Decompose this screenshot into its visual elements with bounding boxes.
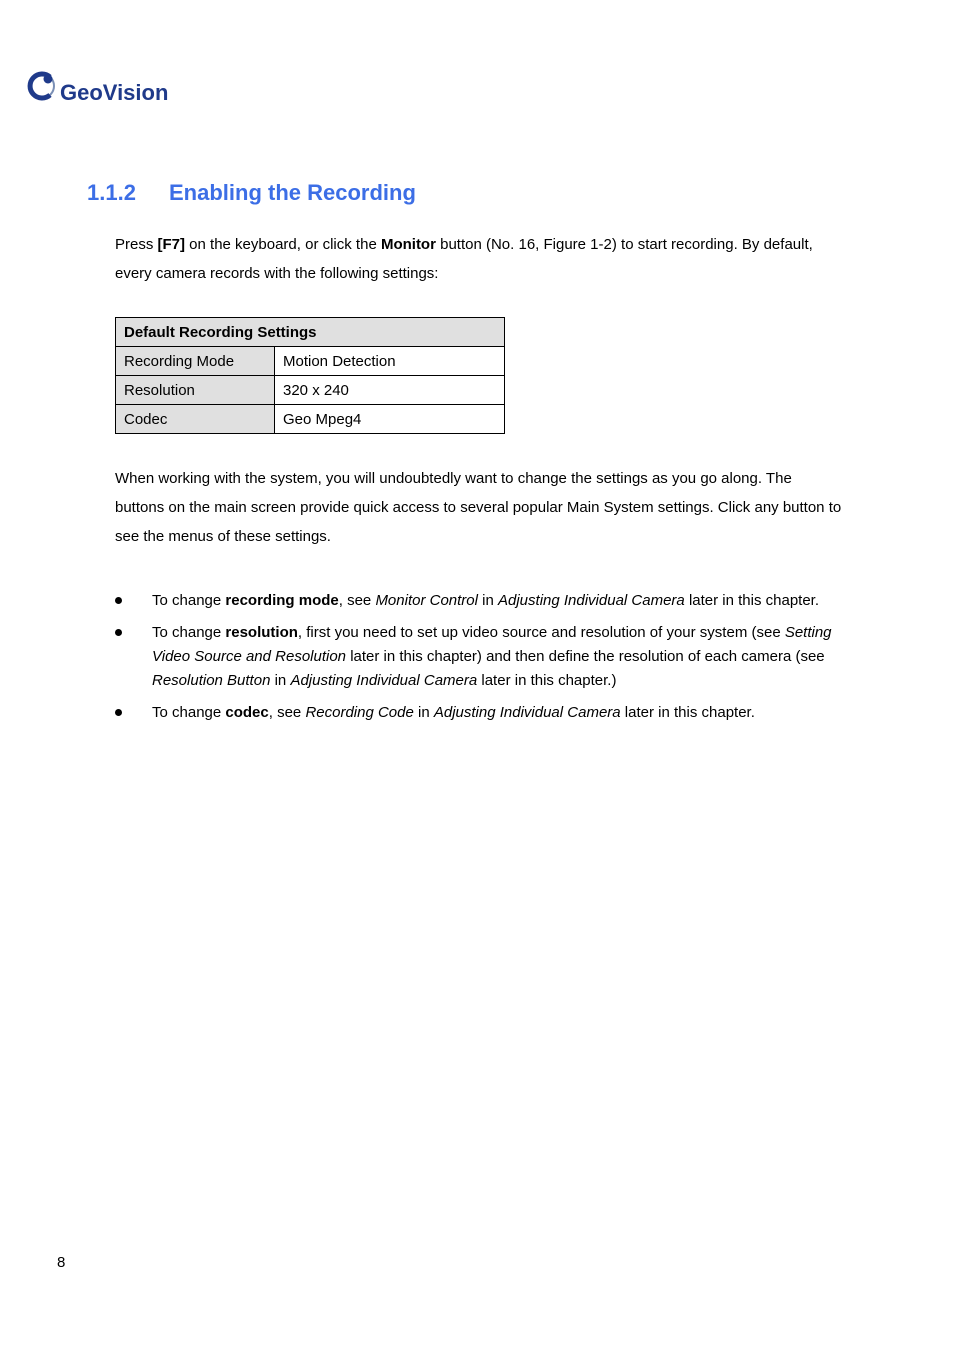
bullet-bold-term: codec xyxy=(225,704,269,721)
bullet-bold-term: recording mode xyxy=(225,592,339,609)
table-cell-label: Codec xyxy=(116,405,275,434)
settings-paragraph: When working with the system, you will undoubtedly want to change the settings as you go along. The buttons on the main screen provide quick access to several popular Main System settings. Click any button to see the menus of these settings. xyxy=(115,470,842,545)
intro-key-f7: [F7] xyxy=(157,236,186,253)
table-row xyxy=(116,376,505,405)
intro-monitor-term: Monitor xyxy=(380,236,436,253)
table-row xyxy=(116,405,505,434)
table-header: Default Recording Settings xyxy=(116,318,505,347)
bullet-text: later in this chapter.) xyxy=(477,672,617,689)
bullet-icon xyxy=(115,709,122,716)
bullet-italic-ref: Resolution Button xyxy=(152,672,271,689)
default-recording-settings-table xyxy=(115,317,505,434)
intro-text: on the keyboard, or click the xyxy=(185,236,381,253)
table-cell-value: Motion Detection xyxy=(275,347,505,376)
section-title: Enabling the Recording xyxy=(169,180,416,205)
bullet-italic-ref: Adjusting Individual Camera xyxy=(498,592,685,609)
bullet-text: later in this chapter) and then define the resolution of each camera (see xyxy=(346,648,825,665)
list-item xyxy=(115,621,845,693)
bullet-italic-ref: Recording Code xyxy=(305,704,414,721)
table-header-row xyxy=(116,318,505,347)
bullet-text: in xyxy=(413,704,434,721)
bullet-list xyxy=(115,589,845,733)
bullet-text: To change xyxy=(152,624,226,641)
bullet-italic-ref: Setting Video Source and Resolution xyxy=(152,624,832,665)
bullet-text: later in this chapter. xyxy=(620,704,755,721)
bullet-icon xyxy=(115,629,122,636)
table-cell-value: Geo Mpeg4 xyxy=(275,405,505,434)
bullet-text: To change xyxy=(152,704,226,721)
bullet-text: later in this chapter. xyxy=(684,592,820,609)
section-number: 1.1.2 xyxy=(87,180,136,205)
section-heading xyxy=(87,180,416,206)
table-row xyxy=(116,347,505,376)
intro-text: button (No. 16, Figure 1-2) to start recording. By default, every camera records with the following settings: xyxy=(115,236,813,282)
geovision-logo xyxy=(27,67,177,107)
bullet-italic-ref: Adjusting Individual Camera xyxy=(433,704,621,721)
table-cell-value: 320 x 240 xyxy=(275,376,505,405)
list-item xyxy=(115,701,845,725)
bullet-text: , see xyxy=(268,704,306,721)
list-item xyxy=(115,589,845,613)
bullet-text: To change xyxy=(152,592,226,609)
bullet-text: in xyxy=(477,592,498,609)
bullet-italic-ref: Adjusting Individual Camera xyxy=(290,672,478,689)
table-cell-label: Resolution xyxy=(116,376,275,405)
page-number: 8 xyxy=(57,1254,66,1271)
intro-text: Press xyxy=(115,236,158,253)
table-cell-label: Recording Mode xyxy=(116,347,275,376)
bullet-text: , see xyxy=(338,592,376,609)
bullet-text: , first you need to set up video source and resolution of your system (see xyxy=(297,624,785,641)
svg-text:GeoVision: GeoVision xyxy=(60,80,169,105)
bullet-italic-ref: Monitor Control xyxy=(375,592,478,609)
bullet-bold-term: resolution xyxy=(225,624,298,641)
bullet-text: in xyxy=(270,672,291,689)
intro-paragraph xyxy=(115,230,845,288)
bullet-icon xyxy=(115,597,122,604)
